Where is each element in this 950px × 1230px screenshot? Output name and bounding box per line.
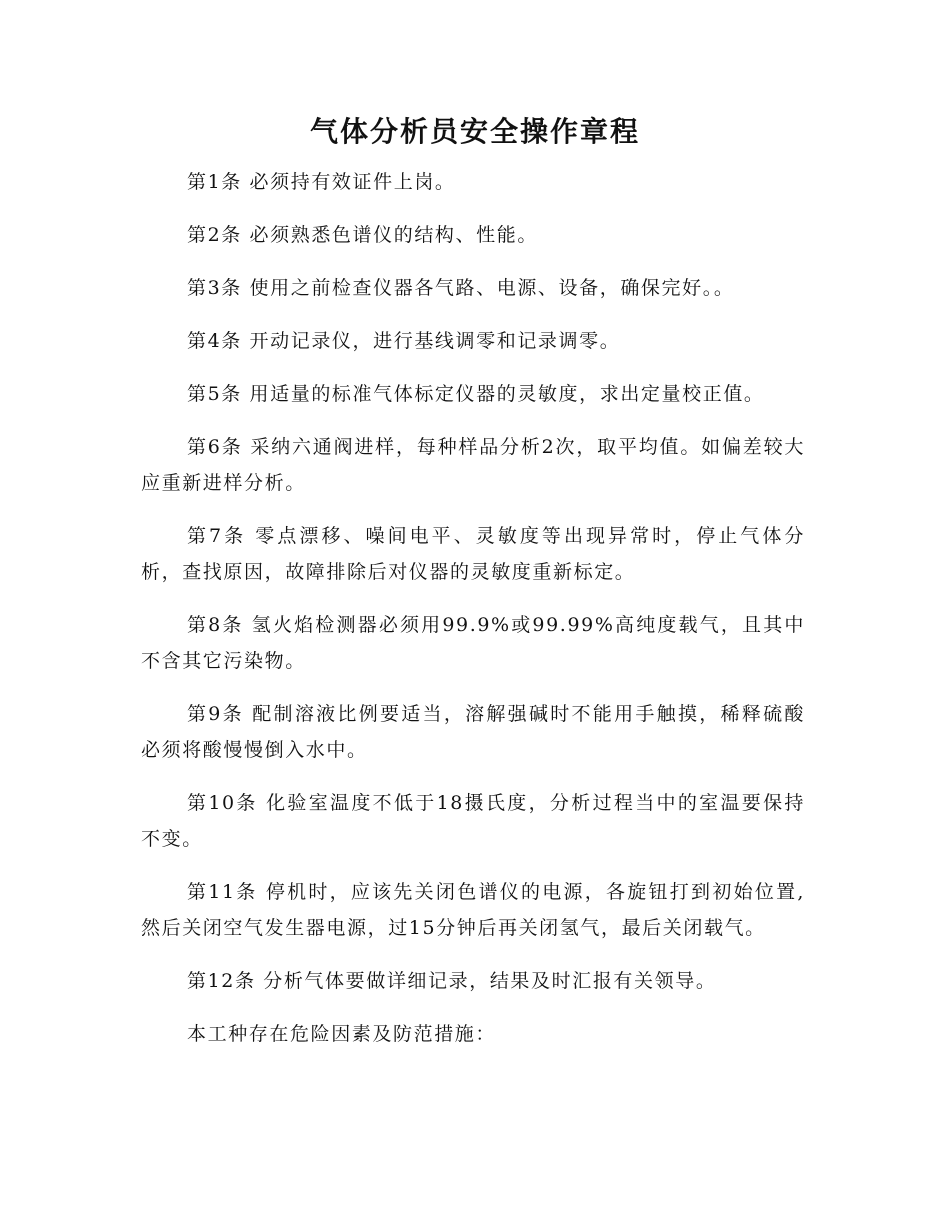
article-7: 第7条 零点漂移、噪间电平、灵敏度等出现异常时，停止气体分析，查找原因，故障排除后对仪器的灵敏度重新标定。 (141, 525, 805, 583)
document-title: 气体分析员安全操作章程 (309, 115, 640, 148)
article-9: 第9条 配制溶液比例要适当，溶解强碱时不能用手触摸，稀释硫酸必须将酸慢慢倒入水中。 (141, 703, 805, 761)
article-6: 第6条 采纳六通阀进样，每种样品分析2次，取平均值。如偏差较大应重新进样分析。 (141, 436, 805, 494)
document-body (141, 164, 805, 1069)
article-4: 第4条 开动记录仪，进行基线调零和记录调零。 (187, 330, 621, 352)
article-1: 第1条 必须持有效证件上岗。 (187, 171, 456, 193)
article-11: 第11条 停机时，应该先关闭色谱仪的电源，各旋钮打到初始位置,然后关闭空气发生器电源，过15分钟后再关闭氢气，最后关闭载气。 (141, 881, 805, 939)
article-2: 第2条 必须熟悉色谱仪的结构、性能。 (187, 224, 538, 246)
article-12: 第12条 分析气体要做详细记录，结果及时汇报有关领导。 (187, 970, 717, 992)
article-5: 第5条 用适量的标准气体标定仪器的灵敏度，求出定量校正值。 (187, 383, 765, 405)
hazards-heading: 本工种存在危险因素及防范措施： (187, 1023, 497, 1045)
article-10: 第10条 化验室温度不低于18摄氏度，分析过程当中的室温要保持不变。 (141, 792, 805, 850)
article-3: 第3条 使用之前检查仪器各气路、电源、设备，确保完好。。 (187, 277, 735, 299)
article-8: 第8条 氢火焰检测器必须用99.9%或99.99%高纯度载气，且其中不含其它污染物。 (141, 614, 805, 672)
